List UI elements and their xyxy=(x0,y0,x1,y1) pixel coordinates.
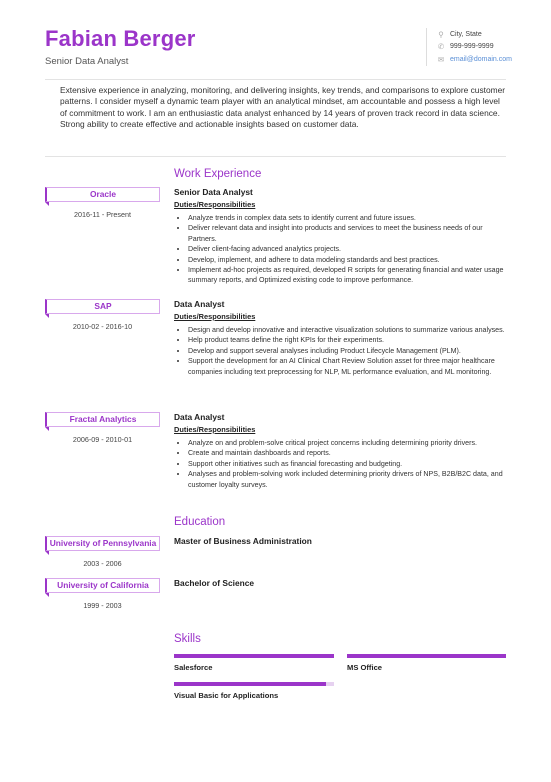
skill-ms-office xyxy=(347,654,506,672)
job-title: Data Analyst xyxy=(174,299,225,309)
job-dates: 2016-11 - Present xyxy=(73,210,131,219)
skill-level-fill xyxy=(347,654,506,658)
contact-block xyxy=(426,28,512,66)
skill-label: Visual Basic for Applications xyxy=(174,691,279,700)
candidate-role: Senior Data Analyst xyxy=(45,56,129,67)
skill-level-bar xyxy=(174,654,334,658)
job-entry xyxy=(174,412,510,490)
job-entry xyxy=(174,299,510,377)
skill-label: MS Office xyxy=(347,663,383,672)
list-item: • Support the development for an AI Clinical Chart Review Solution asset for three major healthcare companies including text preprocessing for NLP, ML performance evaluation, and ML monitoring. xyxy=(188,356,510,377)
job-entry xyxy=(174,187,510,286)
job-dates: 2010-02 - 2016-10 xyxy=(72,322,133,331)
school-university-of-pennsylvania: University of Pennsylvania xyxy=(45,536,160,551)
list-item: • Design and develop innovative and interactive visualization solutions to summarize various analyses. xyxy=(188,325,510,335)
header-divider xyxy=(45,79,506,80)
degree-title: Bachelor of Science xyxy=(174,578,255,588)
map-pin-icon: ⚲ xyxy=(438,29,444,39)
job-dates: 2006-09 - 2010-01 xyxy=(72,435,133,444)
candidate-name: Fabian Berger xyxy=(45,26,196,51)
contact-email[interactable]: ✉ email@domain.com xyxy=(437,54,512,64)
education-dates: 1999 - 2003 xyxy=(83,601,122,610)
company-fractal-analytics: Fractal Analytics xyxy=(45,412,160,427)
list-item: • Help product teams define the right KPIs for their experiments. xyxy=(188,335,510,345)
job-title: Data Analyst xyxy=(174,412,225,422)
list-item: • Support other initiatives such as financial forecasting and budgeting. xyxy=(188,459,510,469)
summary-divider xyxy=(45,156,506,157)
duties-label: Duties/Responsibilities xyxy=(174,312,256,321)
duties-list xyxy=(174,438,510,490)
skill-level-fill xyxy=(174,654,334,658)
envelope-icon: ✉ xyxy=(437,54,445,64)
list-item: • Analyze trends in complex data sets to identify current and future issues. xyxy=(188,213,510,223)
contact-location: ⚲ City, State xyxy=(436,28,512,41)
summary-text: Extensive experience in analyzing, monitoring, and delivering insights, key trends, and comparisons to explore customer patterns. I consider myself a dynamic team player with an analytical mindset, am accountable and possess a high level of commitment to work. I am an enthusiastic data analyst enhanced by 14 years of proven track record in data science. Strong ability to create effective and actionable insights based on customer data. xyxy=(60,85,506,130)
list-item: • Analyze on and problem-solve critical project concerns including determining priority drivers. xyxy=(188,438,510,448)
degree-title: Master of Business Administration xyxy=(174,536,312,546)
company-sap: SAP xyxy=(45,299,160,314)
school-university-of-california: University of California xyxy=(45,578,160,593)
list-item: • Develop, implement, and adhere to data modeling standards and best practices. xyxy=(188,255,510,265)
list-item: • Deliver relevant data and insight into products and services to meet the business needs of our Partners. xyxy=(188,223,510,244)
job-title: Senior Data Analyst xyxy=(174,187,253,197)
contact-phone: ✆ 999-999-9999 xyxy=(437,42,494,52)
company-oracle: Oracle xyxy=(45,187,160,202)
duties-list xyxy=(174,325,510,377)
work-experience-heading: Work Experience xyxy=(174,168,262,180)
list-item: • Analyses and problem-solving work included determining priority drivers of NPS, B2B/B2C data, and customer loyalty surveys. xyxy=(188,469,510,490)
skill-visual-basic xyxy=(174,682,334,700)
phone-icon: ✆ xyxy=(437,42,445,52)
list-item: • Deliver client-facing advanced analytics projects. xyxy=(188,244,510,254)
list-item: • Create and maintain dashboards and reports. xyxy=(188,448,510,458)
skill-label: Salesforce xyxy=(174,663,213,672)
list-item: • Implement ad-hoc projects as required, developed R scripts for generating financial and water usage summary reports, and Optimized existing code to improve performance. xyxy=(188,265,510,286)
list-item: • Develop and support several analyses including Product Lifecycle Management (PLM). xyxy=(188,346,510,356)
skill-level-bar xyxy=(174,682,334,686)
duties-list xyxy=(174,213,510,286)
duties-label: Duties/Responsibilities xyxy=(174,200,256,209)
education-dates: 2003 - 2006 xyxy=(83,559,122,568)
skill-salesforce xyxy=(174,654,334,672)
skill-level-fill xyxy=(174,682,326,686)
duties-label: Duties/Responsibilities xyxy=(174,425,256,434)
skills-heading: Skills xyxy=(174,633,201,645)
skill-level-bar xyxy=(347,654,506,658)
education-heading: Education xyxy=(174,516,226,528)
